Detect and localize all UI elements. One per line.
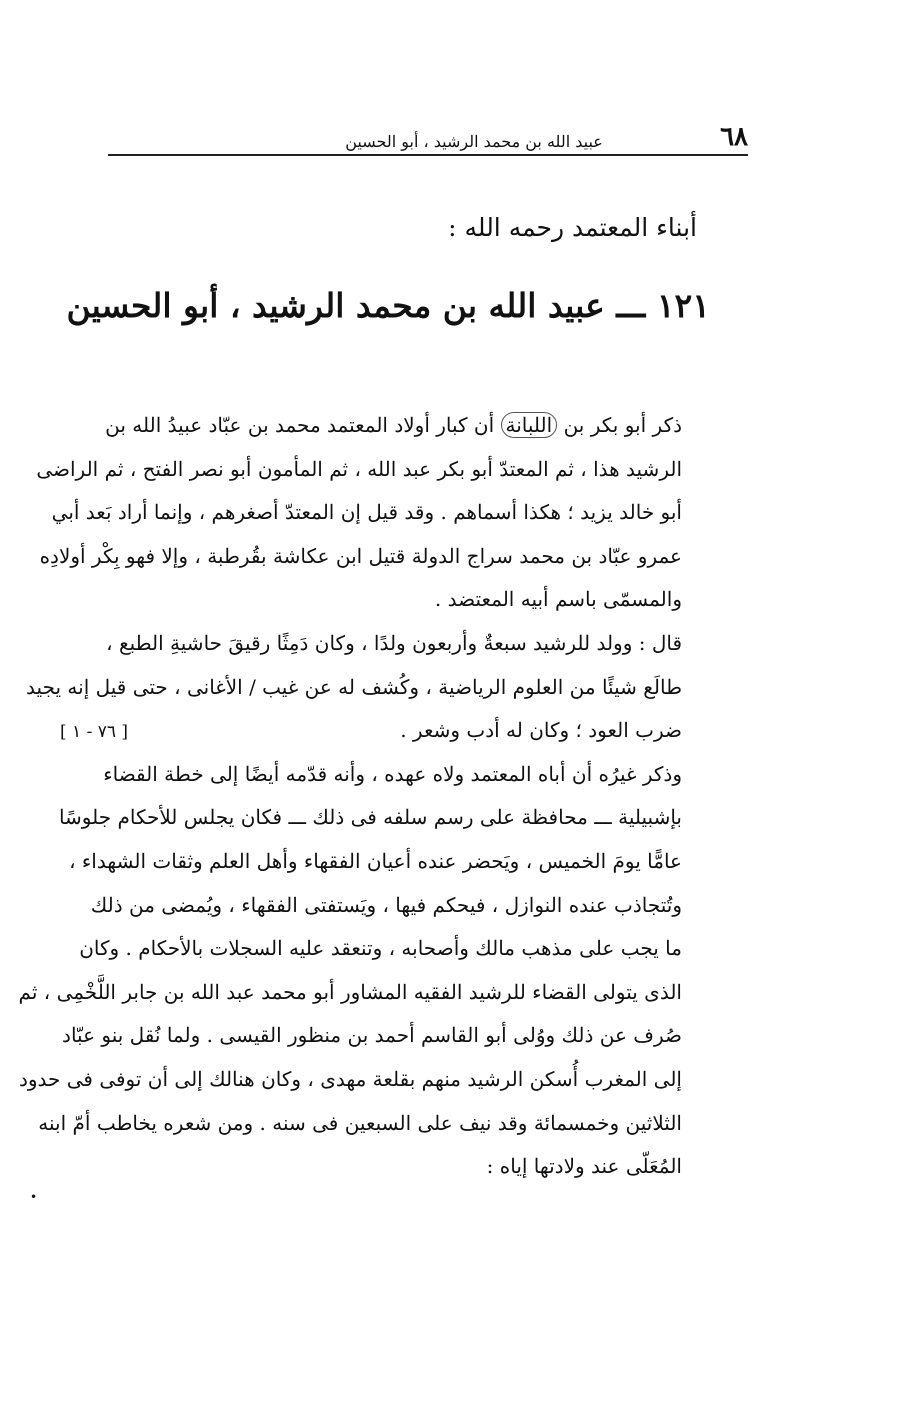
text-line: طالَع شيئًا من العلوم الرياضية ، وكُشف له عن غيب / الأغانى ، حتى قيل إنه يجيد — [26, 674, 682, 699]
text-line: أبو خالد يزيد ؛ هكذا أسماهم . وقد قيل إن المعتدّ أصغرهم ، وإنما أراد بَعد أبي — [51, 500, 682, 525]
text-line: وتُتجاذب عنده النوازل ، فيحكم فيها ، ويَستفتى الفقهاء ، ويُمضى من ذلك — [90, 892, 682, 917]
text-line: ضرب العود ؛ وكان له أدب وشعر . — [400, 718, 682, 743]
entry-title — [66, 286, 710, 325]
text-line: صُرف عن ذلك ووُلى أبو القاسم أحمد بن منظور القيسى . ولما نُقل بنو عبّاد — [62, 1023, 682, 1048]
entry-number: ١٢١ — [656, 286, 710, 325]
running-header — [108, 118, 748, 156]
text-line: بإشبيلية ـــ محافظة على رسم سلفه فى ذلك ـــ فكان يجلس للأحكام جلوسًا — [58, 805, 682, 830]
margin-reference: [ ٧٦ - ١ ] — [60, 722, 129, 742]
page-number: ٦٨ — [720, 122, 748, 152]
circled-word: اللبانة — [501, 412, 558, 438]
text-line: ما يجب على مذهب مالك وأصحابه ، وتنعقد عليه السجلات بالأحكام . وكان — [79, 936, 682, 961]
text-line: الثلاثين وخمسمائة وقد نيف على السبعين فى سنه . ومن شعره يخاطب أمّ ابنه — [38, 1110, 682, 1135]
line-start: ذكر أبو بكر بن — [563, 413, 682, 437]
line-end: أن كبار أولاد المعتمد محمد بن عبّاد عبيدُ الله بن — [105, 413, 495, 437]
paragraph-1 — [36, 404, 720, 622]
text-line: عامًّا يومَ الخميس ، ويَحضر عنده أعيان الفقهاء وأهل العلم وثقات الشهداء ، — [69, 848, 682, 873]
text-line: وذكر غيرُه أن أباه المعتمد ولاه عهده ، وأنه قدّمه أيضًا إلى خطة القضاء — [103, 761, 682, 786]
text-line: الرشيد هذا ، ثم المعتدّ أبو بكر عبد الله ، ثم المأمون أبو نصر الفتح ، ثم الراضى — [36, 456, 682, 481]
text-line: المُعَلّى عند ولادتها إياه : — [486, 1154, 682, 1179]
entry-name: عبيد الله بن محمد الرشيد ، أبو الحسين — [66, 286, 605, 325]
paragraph-3 — [18, 753, 720, 1189]
entry-dash: ـــ — [616, 286, 646, 325]
text-line: عمرو عبّاد بن محمد سراج الدولة قتيل ابن عكاشة بقُرطبة ، وإلا فهو بِكْر أولادِه — [39, 543, 682, 568]
text-line: الذى يتولى القضاء للرشيد الفقيه المشاور أبو محمد عبد الله بن جابر اللَّخْمِى ، ثم — [18, 979, 682, 1004]
text-line: إلى المغرب أُسكن الرشيد منهم بقلعة مهدى ، وكان هنالك إلى أن توفى فى حدود — [18, 1066, 682, 1091]
text-line: والمسمّى باسم أبيه المعتضد . — [434, 587, 682, 612]
text-line: قال : وولد للرشيد سبعةٌ وأربعون ولدًا ، وكان دَمِثًا رقيقَ حاشيةِ الطبع ، — [106, 630, 682, 655]
running-title: عبيد الله بن محمد الرشيد ، أبو الحسين — [345, 132, 603, 151]
text-line — [100, 404, 720, 448]
stray-dot-mark: • — [30, 1190, 38, 1204]
section-heading: أبناء المعتمد رحمه الله : — [448, 213, 697, 242]
